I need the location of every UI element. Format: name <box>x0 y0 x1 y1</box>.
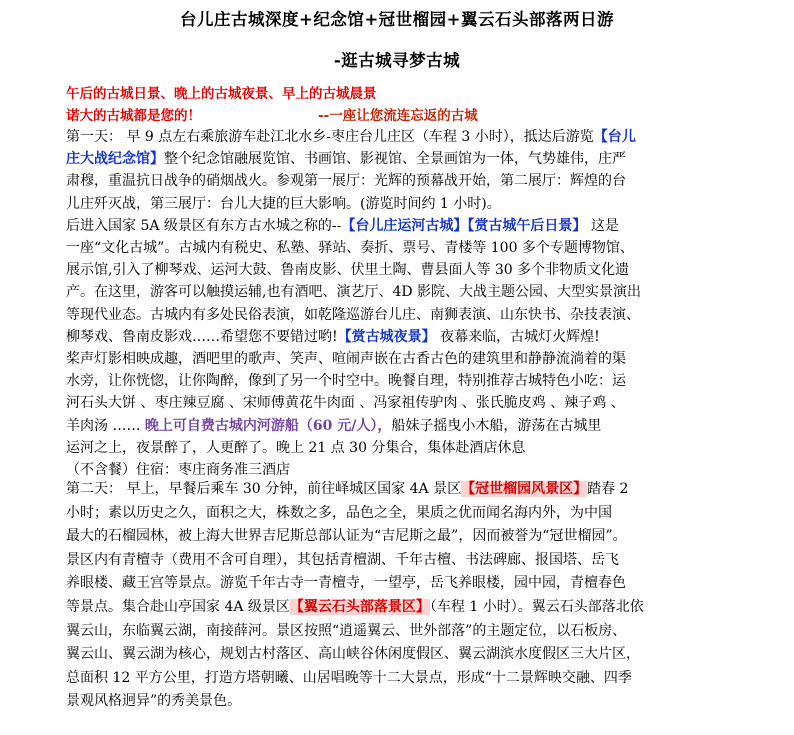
text-line <box>66 549 726 571</box>
line-text: 一座“文化古城”。古城内有税史、私塾、驿站、奏折、票号、青楼等 100 多个专题博物馆、 <box>66 240 634 256</box>
doc-title: 台儿庄古城深度+纪念馆+冠世榴园+翼云石头部落两日游 <box>180 10 614 29</box>
line-text: 羊肉汤 …… <box>66 417 145 434</box>
text-line <box>66 348 726 370</box>
text-line <box>66 170 726 192</box>
motto-right: --一座让您流连忘返的古城 <box>318 108 478 124</box>
text-line <box>66 596 726 618</box>
line-text: 等景点。集合赴山亭国家 4A 级景区 <box>66 599 290 615</box>
text-line <box>66 478 726 500</box>
highlight-text: 【台儿 <box>593 129 636 145</box>
text-line <box>66 643 726 665</box>
doc-subtitle: -逛古城寻梦古城 <box>333 51 461 70</box>
text-line <box>66 415 726 437</box>
text-line <box>66 126 726 148</box>
line-text: 最大的石榴园林，被上海大世界吉尼斯总部认证为“吉尼斯之最”，因而被誉为“冠世榴园”。 <box>66 528 627 545</box>
line-text: 夜幕来临，古城灯火辉煌! <box>435 328 600 345</box>
line-text: 河石头大饼 、枣庄辣豆腐 、宋师傅黄花牛肉面 、冯家祖传驴肉 、张氏脆皮鸡 、辣子鸡 、 <box>66 395 625 412</box>
line-text: 景区内有青檀寺（费用不含可自理），其包括青檀湖、千年古檀、书法碑廊、报国塔、岳飞 <box>66 551 619 568</box>
line-text: 总面积 12 平方公里，打造方塔朝曦、山居唱晚等十二大景点，形成“十二景辉映交融、四季 <box>66 669 632 686</box>
line-text: 水旁，让你恍惚，让你陶醉，像到了另一个时空中。晚餐自理，特别推荐古城特色小吃：运 <box>66 373 626 390</box>
highlight-text: 晚上可自费古城内河游船（60 元/人）， <box>144 417 392 434</box>
text-line <box>66 392 726 414</box>
line-text: 柳琴戏、鲁南皮影戏……希望您不要错过哟! <box>66 328 338 345</box>
text-line <box>66 215 726 237</box>
text-line <box>66 437 726 459</box>
line-text: 踏春 2 <box>587 481 629 497</box>
text-line <box>66 326 726 348</box>
text-line <box>66 502 726 524</box>
line-text: （车程 1 小时）。翼云石头部落北依 <box>429 599 644 615</box>
line-text: 整个纪念馆融展览馆、书画馆、影视馆、全景画馆为一体，气势雄伟，庄严 <box>164 151 626 168</box>
line-text: 翼云山，东临翼云湖，南接薛河。景区按照“逍遥翼云、世外部落”的主题定位，以石板房、 <box>66 622 627 639</box>
line-text: 肃穆，重温抗日战争的硝烟战火。参观第一展厅：光辉的预幕战开始，第二展厅：辉煌的台 <box>66 173 626 190</box>
line-text: 后进入国家 5A 级景区有东方古水城之称的-- <box>66 217 342 234</box>
highlight-text: 庄大战纪念馆】 <box>66 151 164 168</box>
text-line <box>66 370 726 392</box>
highlight-text: 【冠世榴园风景区】 <box>461 481 588 497</box>
line-text: 第一天： 早 9 点左右乘旅游车赴江北水乡-枣庄台儿庄区（车程 3 小时），抵达后游览 <box>66 129 594 145</box>
line-text: 展示馆,引入了柳琴戏、运河大鼓、鲁南皮影、伏里土陶、曹县面人等 30 多个非物质文化遗 <box>66 262 630 279</box>
line-text: 小时；素以历史之久，面积之大，株数之多，品色之全，果质之优而闻名海内外，为中国 <box>66 504 612 521</box>
tagline: 午后的古城日景、晚上的古城夜景、早上的古城晨景 <box>66 86 377 102</box>
line-text: 景观风格迥异”的秀美景色。 <box>66 693 242 710</box>
line-text: 养眼楼、藏王宫等景点。游览千年古寺一青檀寺，一望亭，岳飞养眼楼，园中园，青檀春色 <box>66 575 626 592</box>
line-text: 等现代业态。古城内有多处民俗表演，如乾隆巡游台儿庄、南狮表演、山东快书、杂技表演、 <box>66 306 640 323</box>
line-text: 儿庄歼灭战，第三展厅：台儿大捷的巨大影响。(游览时间约 1 小时)。 <box>66 195 501 212</box>
text-line <box>66 259 726 281</box>
line-text: 桨声灯影相映成趣，酒吧里的歌声、笑声、喧闹声嵌在古香古色的建筑里和静静流淌着的渠 <box>66 351 626 367</box>
line-text: 这是 <box>586 217 619 234</box>
text-line <box>66 148 726 170</box>
line-text: 翼云山、翼云湖为核心，规划古村落区、高山峡谷休闲度假区、翼云湖滨水度假区三大片区， <box>66 646 640 663</box>
text-line <box>66 525 726 547</box>
text-line <box>66 193 726 215</box>
text-line <box>66 690 726 712</box>
line-text: 船妹子摇曳小木船，游荡在古城里 <box>391 417 602 434</box>
line-text: 第二天： 早上，早餐后乘车 30 分钟，前往峄城区国家 4A 景区 <box>66 481 462 497</box>
text-line <box>66 237 726 259</box>
text-line <box>66 572 726 594</box>
highlight-text: 【赏古城夜景】 <box>337 328 436 345</box>
highlight-text: 【翼云石头部落景区】 <box>289 599 430 615</box>
line-text: 产。在这里，游客可以触摸运辅,也有酒吧、演艺厅、4D 影院、大战主题公园、大型实景演出 <box>66 284 642 301</box>
text-line <box>66 667 726 689</box>
highlight-text: 【台儿庄运河古城】【赏古城午后日景】 <box>341 217 587 234</box>
line-text: （不含餐）住宿：枣庄商务准三酒店 <box>66 462 290 478</box>
text-line <box>66 281 726 303</box>
line-text: 运河之上，夜景醉了，人更醉了。晚上 21 点 30 分集合，集体赴酒店休息 <box>66 439 526 456</box>
text-line <box>66 304 726 326</box>
motto-left: 诺大的古城都是您的！ <box>66 108 201 124</box>
text-line <box>66 620 726 642</box>
